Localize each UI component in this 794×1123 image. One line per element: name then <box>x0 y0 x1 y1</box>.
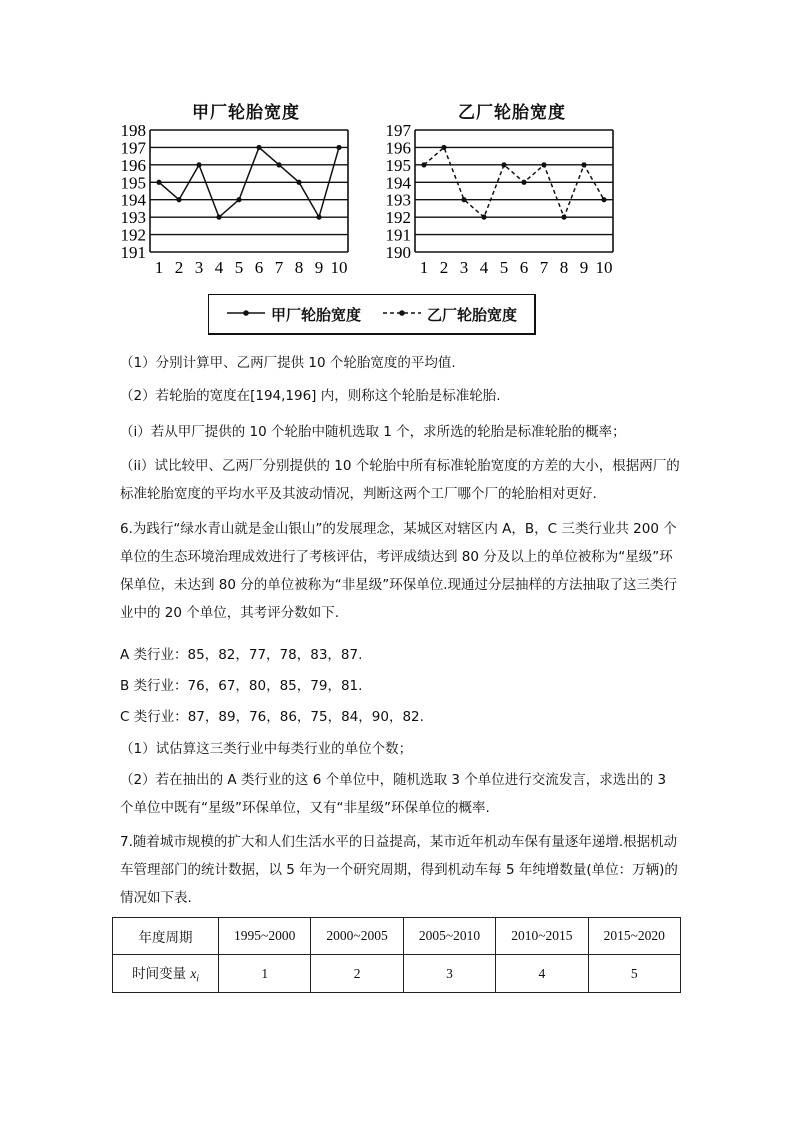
q5-part2-i: （i）若从甲厂提供的 10 个轮胎中随机选取 1 个，求所选的轮胎是标准轮胎的概率； <box>120 424 626 440</box>
y-tick-label: 195 <box>120 173 146 193</box>
x-tick-label: 10 <box>330 258 348 277</box>
variable-subscript: i <box>196 974 199 985</box>
x-tick-label: 1 <box>419 258 429 277</box>
table-header-cell: 年度周期 <box>113 918 219 955</box>
q6-part2: （2）若在抽出的 A 类行业的这 6 个单位中，随机选取 3 个单位进行交流发言，求选出的 3 个单位中既有“星级”环保单位，又有“非星级”环保单位的概率. <box>120 772 667 816</box>
table-cell: 4 <box>496 955 588 993</box>
y-tick-label: 192 <box>120 225 146 245</box>
data-point <box>481 215 486 220</box>
data-point <box>461 197 466 202</box>
data-point <box>441 145 446 150</box>
legend-label-jia: 甲厂轮胎宽度 <box>271 306 362 324</box>
table-cell: 2005~2010 <box>403 918 495 955</box>
table-cell: 2000~2005 <box>311 918 403 955</box>
q6-industry-b: B 类行业：76，67，80，85，79，81. <box>120 678 363 694</box>
data-point <box>276 162 281 167</box>
x-tick-label: 7 <box>539 258 549 277</box>
data-point <box>196 162 201 167</box>
data-point <box>156 180 161 185</box>
y-tick-label: 194 <box>385 173 411 193</box>
y-tick-label: 193 <box>385 190 411 210</box>
table-cell: 1995~2000 <box>219 918 311 955</box>
q6-industry-a: A 类行业：85，82，77，78，83，87. <box>120 647 363 663</box>
chart-jia <box>110 120 370 280</box>
table-row <box>113 918 681 955</box>
x-tick-label: 5 <box>234 258 244 277</box>
data-point <box>521 180 526 185</box>
variable-x: x <box>190 966 197 982</box>
table-cell: 2015~2020 <box>588 918 680 955</box>
q5-part1: （1）分别计算甲、乙两厂提供 10 个轮胎宽度的平均值. <box>120 355 456 371</box>
x-tick-label: 2 <box>174 258 184 277</box>
y-tick-label: 194 <box>120 190 146 210</box>
table-cell: 2010~2015 <box>496 918 588 955</box>
table-cell: 2 <box>311 955 403 993</box>
y-tick-label: 192 <box>385 208 411 228</box>
q5-part2-ii: （ii）试比较甲、乙两厂分别提供的 10 个轮胎中所有标准轮胎宽度的方差的大小，根据两厂的标准轮胎宽度的平均水平及其波动情况，判断这两个工厂哪个厂的轮胎相对更好. <box>120 458 680 502</box>
x-tick-label: 9 <box>579 258 589 277</box>
data-point <box>421 162 426 167</box>
data-point <box>296 180 301 185</box>
data-point <box>561 215 566 220</box>
chart-yi <box>375 120 635 280</box>
table-cell: 5 <box>588 955 680 993</box>
legend-dashed-line-icon <box>383 305 423 321</box>
table-header-cell <box>113 955 219 993</box>
legend-label-yi: 乙厂轮胎宽度 <box>427 306 518 324</box>
data-table <box>112 917 681 993</box>
data-point <box>581 162 586 167</box>
legend-solid-line-icon <box>227 305 267 321</box>
data-point <box>541 162 546 167</box>
x-tick-label: 10 <box>595 258 613 277</box>
y-tick-label: 198 <box>120 121 146 140</box>
x-tick-label: 9 <box>314 258 324 277</box>
data-point <box>501 162 506 167</box>
x-tick-label: 8 <box>559 258 569 277</box>
data-point <box>316 215 321 220</box>
x-tick-label: 3 <box>194 258 204 277</box>
x-tick-label: 4 <box>214 258 224 277</box>
time-variable-label: 时间变量 <box>132 966 191 983</box>
q6-industry-c: C 类行业：87，89，76，86，75，84，90，82. <box>120 709 424 725</box>
x-tick-label: 5 <box>499 258 509 277</box>
x-tick-label: 2 <box>439 258 449 277</box>
x-tick-label: 6 <box>519 258 529 277</box>
y-tick-label: 191 <box>385 225 411 245</box>
data-point <box>176 197 181 202</box>
x-tick-label: 7 <box>274 258 284 277</box>
table-cell: 3 <box>403 955 495 993</box>
data-point <box>336 145 341 150</box>
data-point <box>256 145 261 150</box>
y-tick-label: 193 <box>120 208 146 228</box>
chart-title-jia: 甲厂轮胎宽度 <box>192 103 300 123</box>
data-point <box>236 197 241 202</box>
table-row <box>113 955 681 993</box>
q5-part2: （2）若轮胎的宽度在[194,196] 内，则称这个轮胎是标准轮胎. <box>120 388 501 404</box>
y-tick-label: 191 <box>120 243 146 262</box>
x-tick-label: 1 <box>154 258 164 277</box>
x-tick-label: 6 <box>254 258 264 277</box>
table-cell: 1 <box>219 955 311 993</box>
q6-part1: （1）试估算这三类行业中每类行业的单位个数； <box>120 741 413 757</box>
y-tick-label: 196 <box>385 138 411 158</box>
data-point <box>216 215 221 220</box>
data-point <box>601 197 606 202</box>
x-tick-label: 3 <box>459 258 469 277</box>
q7-intro: 7.随着城市规模的扩大和人们生活水平的日益提高，某市近年机动车保有量逐年递增.根据机动车管理部门的统计数据，以 5 年为一个研究周期，得到机动车每 5 年纯增数量(单位：万辆)的情况如下表. <box>120 834 678 906</box>
y-tick-label: 195 <box>385 155 411 175</box>
chart-title-yi: 乙厂轮胎宽度 <box>458 103 566 123</box>
y-tick-label: 196 <box>120 155 146 175</box>
q6-intro: 6.为践行“绿水青山就是金山银山”的发展理念，某城区对辖区内 A，B，C 三类行业共 200 个单位的生态环境治理成效进行了考核评估，考评成绩达到 80 分及以上的单位被称为“星级”环保单位，未达到 80 分的单位被称为“非星级”环保单位.现通过分层抽样的方法抽取了这三类行业中的 20 个单位，其考评分数如下. <box>120 521 678 621</box>
chart-legend <box>208 294 536 335</box>
x-tick-label: 4 <box>479 258 489 277</box>
y-tick-label: 197 <box>385 121 411 140</box>
y-tick-label: 197 <box>120 138 146 158</box>
x-tick-label: 8 <box>294 258 304 277</box>
y-tick-label: 190 <box>385 243 411 262</box>
